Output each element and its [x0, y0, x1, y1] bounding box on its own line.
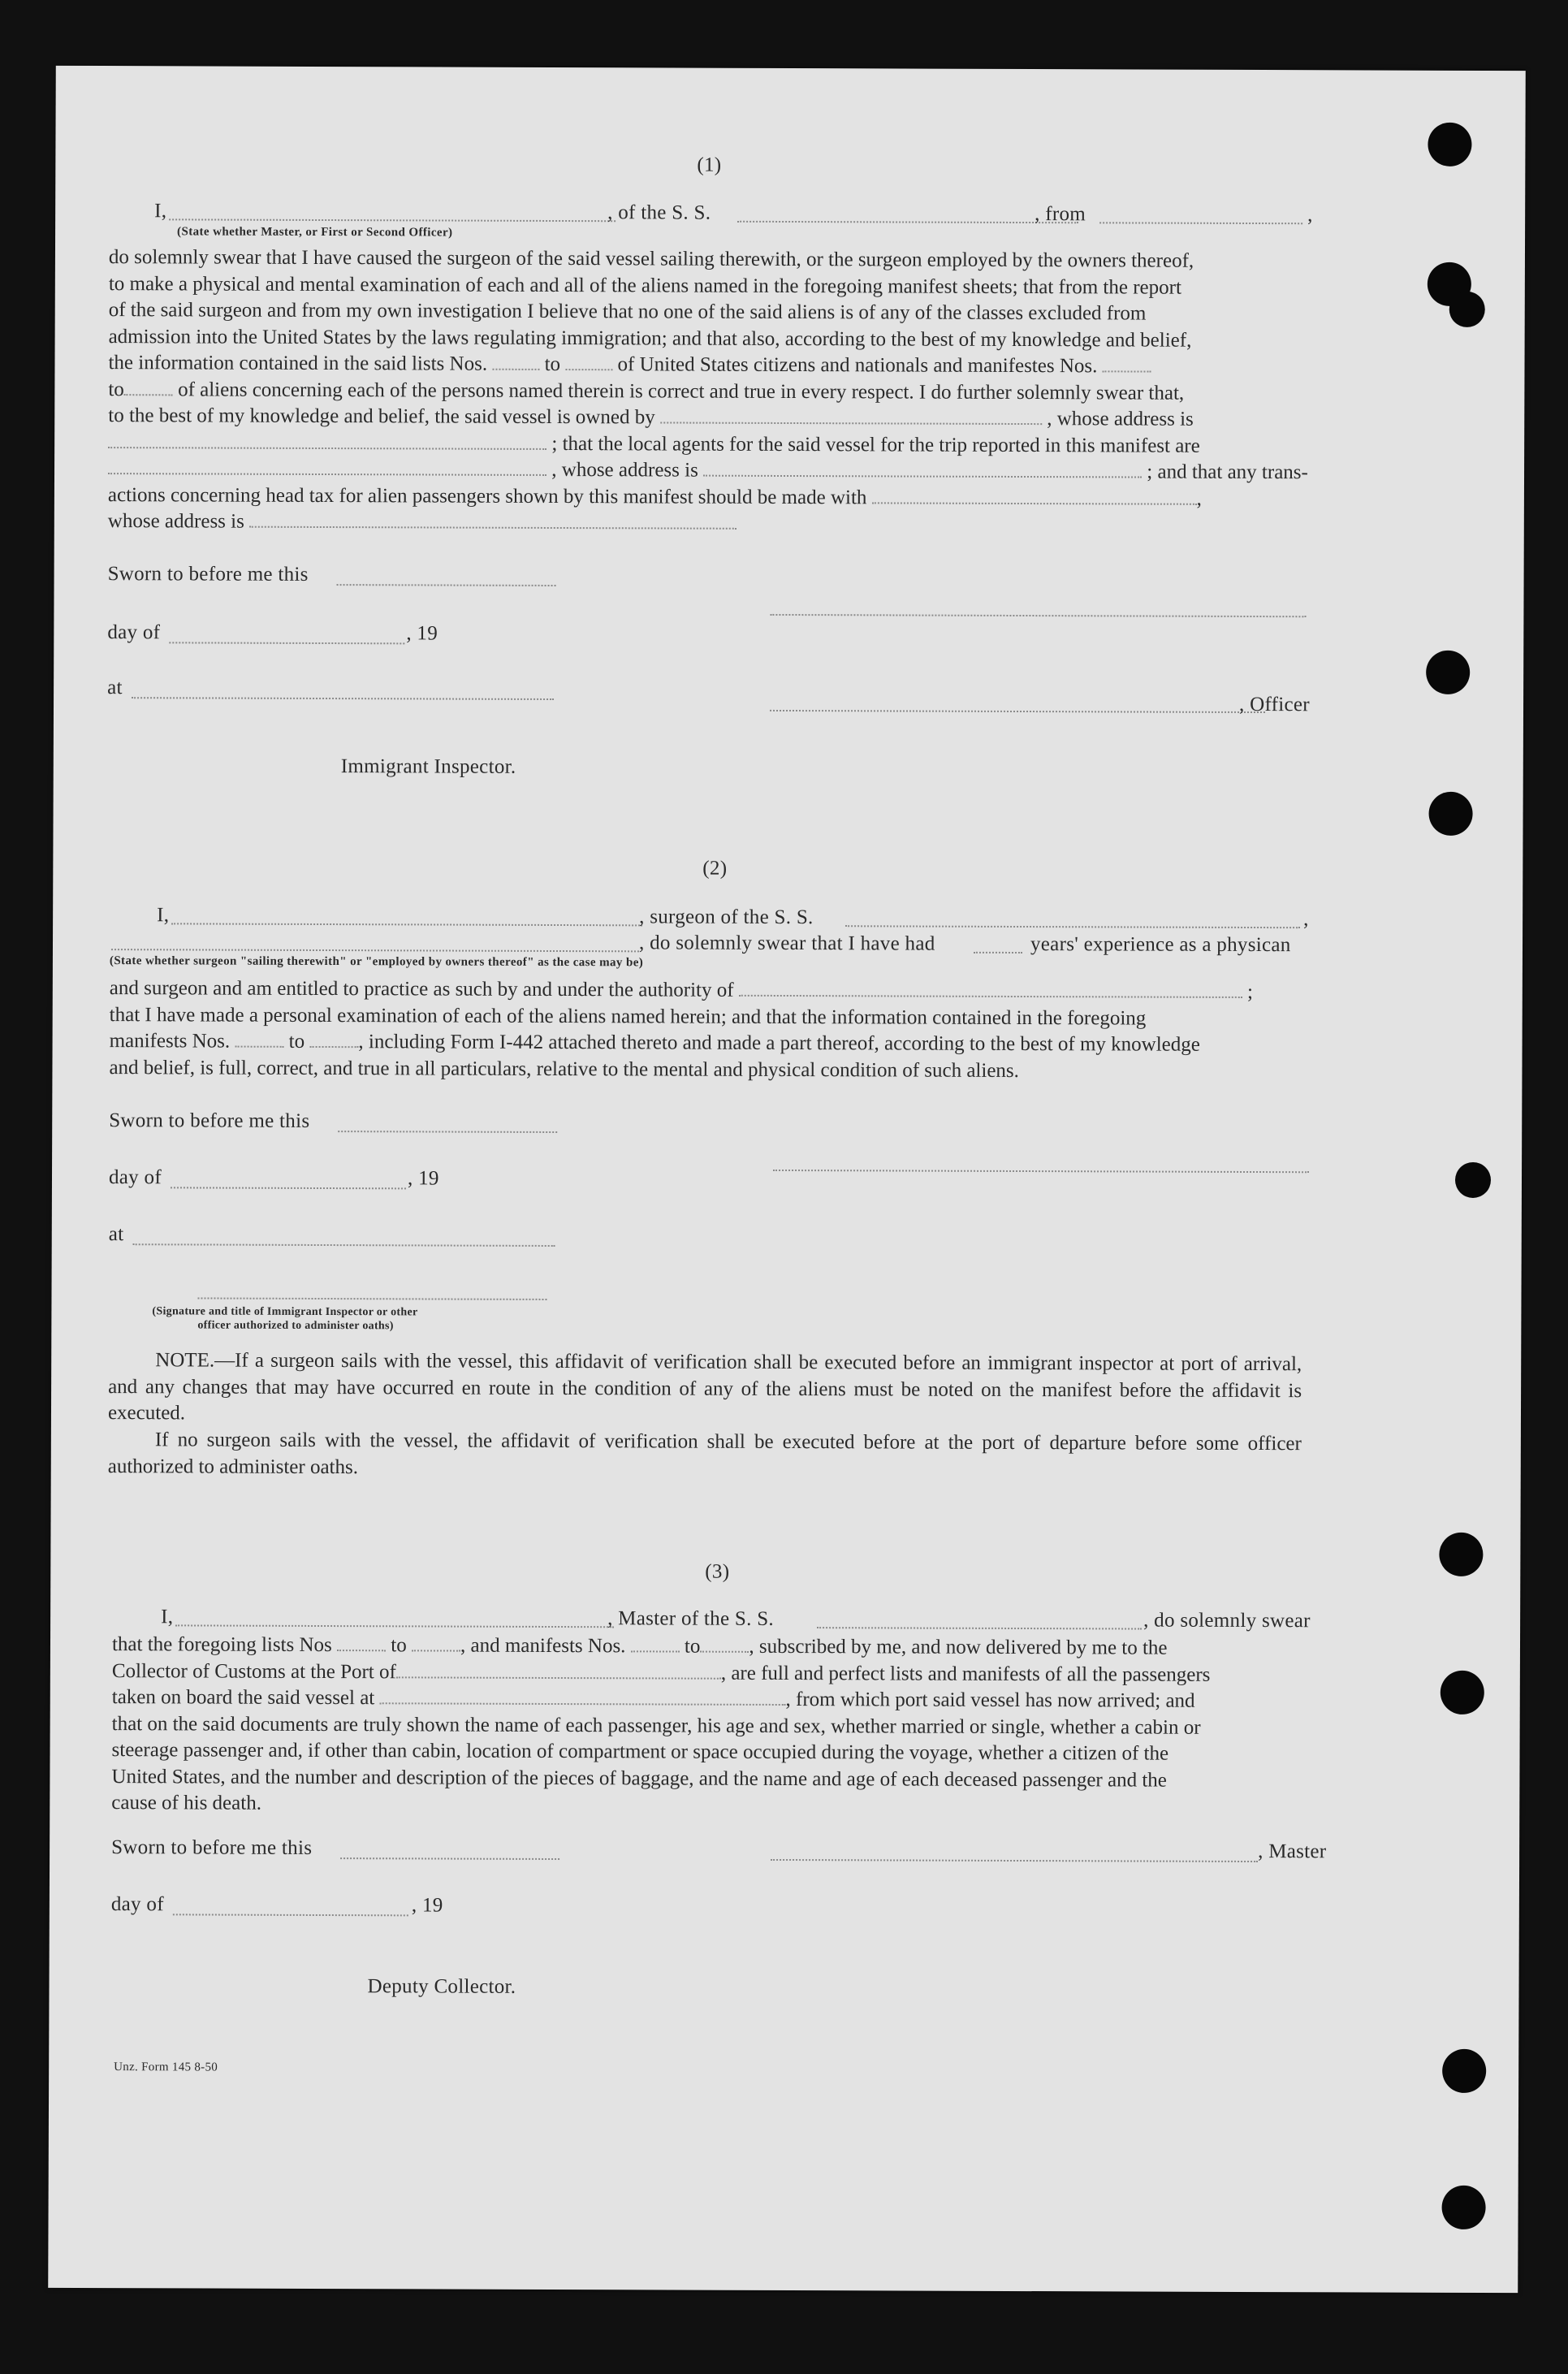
officer-title-line[interactable] — [770, 710, 1265, 713]
manifests-from-field[interactable] — [1103, 370, 1151, 372]
master-label: , Master — [1258, 1840, 1327, 1863]
master-name-field[interactable] — [175, 1624, 614, 1628]
officer-signature-line[interactable] — [770, 614, 1306, 617]
signature-note: (Signature and title of Immigrant Inspector or other — [152, 1305, 418, 1319]
surgeon-status-field[interactable] — [111, 949, 639, 952]
years-label: years' experience as a physican — [1030, 933, 1291, 957]
lead-i: I, — [157, 904, 170, 927]
body-line: do solemnly swear that I have caused the surgeon of the said vessel sailing therewith, or the surgeon employed by the owners thereof, — [108, 246, 1194, 272]
surgeon-name-field[interactable] — [171, 923, 642, 926]
lists-from-field[interactable] — [492, 368, 539, 370]
sworn-label: Sworn to before me this — [111, 1836, 313, 1859]
body-line: actions concerning head tax for alien passengers shown by this manifest should be made with , — [107, 483, 1202, 510]
comma: , — [1307, 204, 1313, 227]
body-line: steerage passenger and, if other than cabin, location of compartment or space occupied during the voyage, whether a citizen of the — [111, 1739, 1169, 1765]
manifests-from-field[interactable] — [235, 1045, 283, 1048]
departure-port-field[interactable] — [1099, 222, 1302, 224]
collector-label: Deputy Collector. — [367, 1975, 516, 1998]
body-line: , whose address is ; and that any trans- — [108, 456, 1326, 486]
manifests-from-field[interactable] — [631, 1650, 680, 1652]
section-1-master-affidavit — [56, 66, 1526, 778]
body-line: that the foregoing lists Nos to , and manifests Nos. to , subscribed by me, and now delivered by me to the — [111, 1633, 1168, 1659]
sworn-day-field[interactable] — [338, 1131, 557, 1133]
officer-note: (State whether Master, or First or Second Officer) — [177, 225, 453, 240]
affidavit-body — [108, 244, 1327, 539]
authority-field[interactable] — [739, 994, 1242, 998]
body-line: that I have made a personal examination of each of the aliens named herein; and that the information contained in the foregoing — [109, 1003, 1147, 1030]
body-line: that on the said documents are truly shown the name of each passenger, his age and sex, whether married or single, whether a cabin or — [111, 1712, 1201, 1739]
body-line: ; that the local agents for the said vessel for the trip reported in this manifest are — [108, 430, 1326, 461]
surgeon-note: (State whether surgeon "sailing therewith" or "employed by owners thereof" as the case may be) — [109, 954, 644, 970]
year-label: , 19 — [406, 622, 438, 645]
punch-hole — [1441, 1671, 1484, 1715]
day-of-label: day of — [107, 621, 161, 644]
master-signature-line[interactable] — [771, 1859, 1258, 1862]
body-line: United States, and the number and description of the pieces of baggage, and the name and age of each deceased passenger and the — [111, 1765, 1167, 1792]
of-ss-label: , of the S. S. — [607, 201, 711, 224]
day-of-label: day of — [110, 1893, 164, 1916]
officer-label: , Officer — [1238, 693, 1311, 716]
sworn-day-field[interactable] — [340, 1857, 559, 1860]
form-number: Unz. Form 145 8-50 — [114, 2060, 218, 2074]
month-field[interactable] — [169, 642, 404, 644]
from-label: , from — [1035, 203, 1086, 226]
day-of-label: day of — [108, 1166, 162, 1189]
lists-to-field[interactable] — [565, 368, 612, 370]
body-line: admission into the United States by the laws regulating immigration; and that also, according to the best of my knowledge and belief, — [108, 325, 1192, 352]
manifests-to-field[interactable] — [700, 1650, 749, 1653]
owner-address-field[interactable] — [108, 446, 546, 450]
note-paragraph: NOTE.—If a surgeon sails with the vessel, this affidavit of verification shall be executed before an immigrant inspector at port of arrival, and any changes that may have occurred en route in the condition of any of the aliens must be noted on the manifest before the affidavit is executed. — [107, 1349, 1302, 1425]
agents-address-field[interactable] — [703, 474, 1142, 478]
punch-hole — [1449, 292, 1485, 327]
vessel-name-field[interactable] — [737, 221, 1078, 223]
customs-body — [111, 1632, 1306, 1821]
punch-hole — [1426, 651, 1470, 694]
punch-hole — [1441, 2186, 1485, 2229]
vessel-name-field[interactable] — [845, 925, 1300, 928]
year-label: , 19 — [407, 1167, 439, 1190]
manifests-to-field[interactable] — [124, 393, 173, 396]
inspector-signature-line[interactable] — [197, 1297, 546, 1300]
sworn-label: Sworn to before me this — [107, 563, 309, 586]
at-label: at — [108, 1223, 124, 1246]
lead-i: I, — [154, 200, 167, 223]
comma: , — [1303, 908, 1309, 931]
lists-from-field[interactable] — [337, 1649, 386, 1651]
punch-hole — [1455, 1162, 1491, 1198]
master-of-label: , Master of the S. S. — [607, 1607, 775, 1630]
signature-note: officer authorized to administer oaths) — [197, 1319, 394, 1333]
owner-field[interactable] — [660, 421, 1042, 425]
body-line: whose address is — [108, 508, 1326, 539]
body-line: to of aliens concerning each of the persons named therein is correct and true in every respect. I do further solemnly swear that, — [108, 378, 1185, 404]
local-agents-field[interactable] — [108, 472, 546, 476]
lead-i: I, — [161, 1606, 174, 1628]
head-tax-address-field[interactable] — [249, 525, 736, 530]
sworn-label: Sworn to before me this — [109, 1109, 310, 1132]
place-field[interactable] — [133, 1243, 555, 1247]
month-field[interactable] — [173, 1913, 408, 1916]
body-line: cause of his death. — [111, 1792, 262, 1814]
manifests-to-field[interactable] — [309, 1045, 358, 1048]
section-number: (1) — [697, 154, 722, 176]
section-number: (2) — [702, 857, 728, 880]
head-tax-contact-field[interactable] — [872, 501, 1197, 504]
note-paragraph: If no surgeon sails with the vessel, the affidavit of verification shall be executed before at the port of departure before some officer authorized to administer oaths. — [107, 1429, 1302, 1478]
lists-to-field[interactable] — [412, 1649, 460, 1651]
punch-hole — [1428, 123, 1471, 166]
surgeon-of-label: , surgeon of the S. S. — [639, 906, 814, 929]
sworn-day-field[interactable] — [337, 584, 556, 586]
body-line: taken on board the said vessel at , from which port said vessel has now arrived; and — [111, 1686, 1195, 1712]
body-line: and surgeon and am entitled to practice as such by and under the authority of ; — [109, 977, 1254, 1004]
port-of-arrival-field[interactable] — [396, 1676, 721, 1679]
at-label: at — [107, 677, 123, 699]
month-field[interactable] — [171, 1187, 406, 1189]
year-label: , 19 — [411, 1894, 443, 1917]
body-line: Collector of Customs at the Port of , are full and perfect lists and manifests of all the passengers — [111, 1659, 1211, 1686]
inspector-label: Immigrant Inspector. — [340, 755, 516, 778]
punch-hole — [1442, 2049, 1486, 2093]
swear-label: , do solemnly swear — [1143, 1609, 1311, 1632]
body-line: the information contained in the said lists Nos. to of United States citizens and nationals and manifestes Nos. — [108, 350, 1326, 381]
punch-hole — [1439, 1533, 1483, 1576]
swear-label: , do solemnly swear that I have had — [638, 932, 935, 955]
punch-hole — [1428, 792, 1472, 836]
body-line: to make a physical and mental examination of each and all of the aliens named in the foregoing manifest sheets; that from the report — [108, 272, 1181, 299]
section-number: (3) — [705, 1560, 730, 1583]
manifest-affidavit-page — [48, 66, 1526, 2293]
body-line: and belief, is full, correct, and true in all particulars, relative to the mental and physical condition of such aliens. — [109, 1056, 1019, 1082]
body-line: manifests Nos. to , including Form I-442 attached thereto and made a part thereof, according to the best of my knowledge — [109, 1030, 1200, 1056]
officer-name-field[interactable] — [169, 218, 616, 222]
years-field[interactable] — [974, 952, 1022, 953]
port-of-embarkation-field[interactable] — [380, 1702, 786, 1706]
body-line: to the best of my knowledge and belief, the said vessel is owned by , whose address is — [108, 404, 1194, 430]
surgeon-signature-line[interactable] — [773, 1170, 1309, 1173]
surgeon-body — [109, 975, 1302, 1085]
vessel-name-field[interactable] — [817, 1627, 1142, 1629]
body-line: of the said surgeon and from my own investigation I believe that no one of the said aliens is of any of the classes excluded from — [108, 299, 1147, 325]
place-field[interactable] — [132, 697, 554, 700]
